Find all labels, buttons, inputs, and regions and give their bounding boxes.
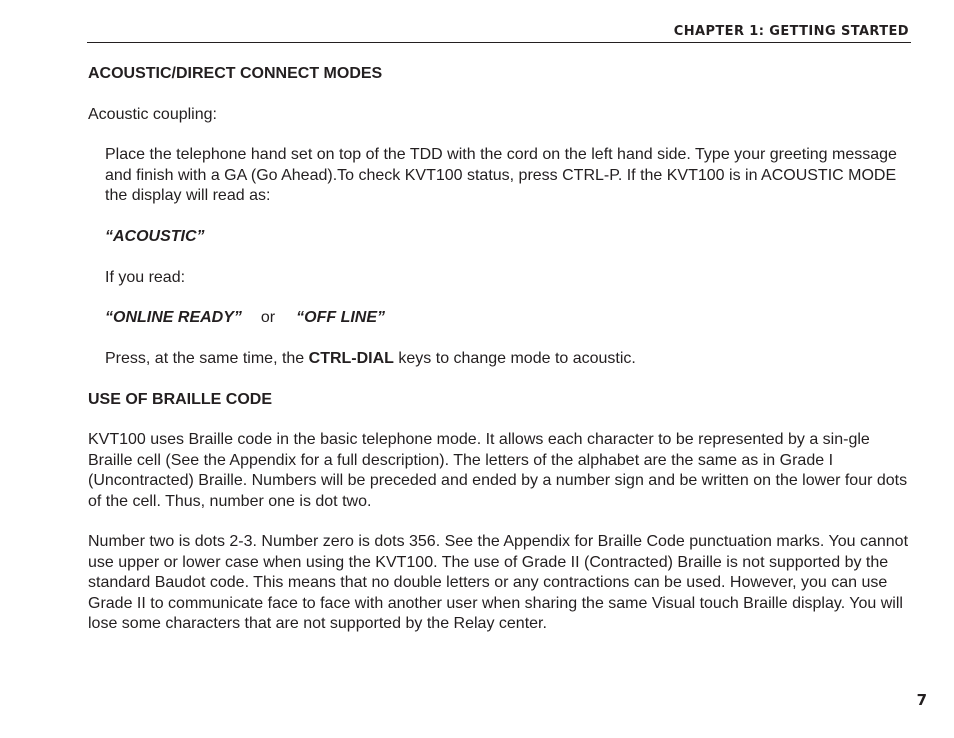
display-off-line-text: “OFF LINE” xyxy=(296,309,386,327)
ctrl-dial-keys: CTRL-DIAL xyxy=(308,350,394,368)
if-you-read-text: If you read: xyxy=(105,268,186,286)
display-online-ready-text: “ONLINE READY” xyxy=(105,309,242,327)
display-status-line xyxy=(88,308,910,328)
braille-paragraph-1: KVT100 uses Braille code in the basic telephone mode. It allows each character to be represented by a sin-gle Braille cell (See the Appendix for a full description). The letters of the alphabet are the same as in Grade I (Uncontracted) Braille. Numbers will be preceded and ended by a number sign and be written on the lower four dots of the cell. Thus, number one is dot two. xyxy=(88,431,908,510)
ctrl-dial-suffix: keys to change mode to acoustic. xyxy=(393,350,636,368)
section-heading-braille-code: USE OF BRAILLE CODE xyxy=(88,390,273,408)
running-header xyxy=(87,23,911,43)
page-body xyxy=(88,64,910,634)
braille-paragraph-2: Number two is dots 2-3. Number zero is dots 356. See the Appendix for Braille Code punctuation marks. You cannot use upper or lower case when using the KVT100. The use of Grade II (Contracted) Braille is not supported by the standard Baudot code. This means that no double letters or any contractions can be used. However, you can use Grade II to communicate face to face with another user when sharing the same Visual touch Braille display. You will lose some characters that are not supported by the Relay center. xyxy=(88,533,909,632)
page-number: 7 xyxy=(916,691,927,709)
acoustic-instructions-paragraph: Place the telephone hand set on top of the TDD with the cord on the left hand side. Type your greeting message and finish with a GA (Go Ahead).To check KVT100 status, press CTRL-P. If the KVT100 is in ACOUSTIC MODE the display will read as: xyxy=(105,146,897,205)
chapter-title: CHAPTER 1: GETTING STARTED xyxy=(673,24,909,39)
ctrl-dial-prefix: Press, at the same time, the xyxy=(105,350,309,368)
ctrl-dial-instruction xyxy=(88,349,910,369)
or-connector-text: or xyxy=(260,309,276,327)
section-heading-acoustic-direct: ACOUSTIC/DIRECT CONNECT MODES xyxy=(88,65,383,82)
acoustic-coupling-label: Acoustic coupling: xyxy=(88,105,217,123)
display-acoustic-text: “ACOUSTIC” xyxy=(105,227,205,245)
